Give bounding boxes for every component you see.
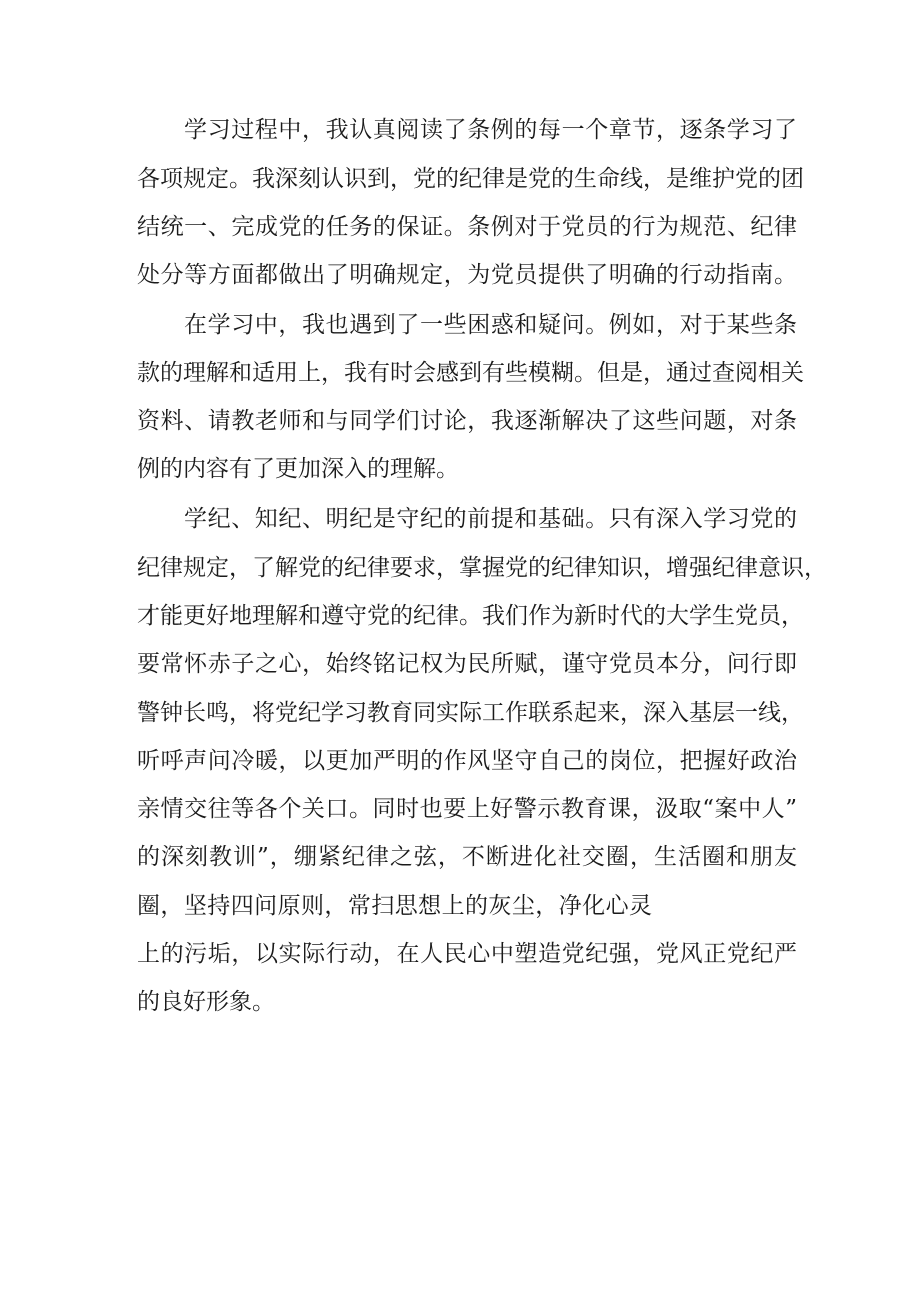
paragraph-1-line-3: 结统一、完成党的任务的保证。条例对于党员的行为规范、纪律 <box>137 214 797 240</box>
paragraph-2-line-2: 款的理解和适用上，我有时会感到有些模糊。但是，通过查阅相关 <box>137 360 804 386</box>
paragraph-1-line-4: 处分等方面都做出了明确规定，为党员提供了明确的行动指南。 <box>137 262 797 288</box>
paragraph-2-line-1: 在学习中，我也遇到了一些困惑和疑问。例如，对于某些条 <box>184 312 797 338</box>
paragraph-2-line-4: 例的内容有了更加深入的理解。 <box>137 456 459 482</box>
paragraph-3-line-1: 学纪、知纪、明纪是守纪的前提和基础。只有深入学习党的 <box>184 506 797 532</box>
paragraph-3-line-8: 的深刻教训”，绷紧纪律之弦，不断进化社交圈，生活圈和朋友 <box>137 844 797 870</box>
paragraph-3-line-3: 才能更好地理解和遵守党的纪律。我们作为新时代的大学生党员， <box>137 603 804 629</box>
paragraph-3-line-2: 纪律规定，了解党的纪律要求，掌握党的纪律知识，增强纪律意识， <box>137 555 827 581</box>
paragraph-2-line-3: 资料、请教老师和与同学们讨论，我逐渐解决了这些问题，对条 <box>137 408 797 434</box>
paragraph-3-line-5: 警钟长鸣，将党纪学习教育同实际工作联系起来，深入基层一线， <box>137 700 804 726</box>
paragraph-1-line-1: 学习过程中，我认真阅读了条例的每一个章节，逐条学习了 <box>184 117 797 143</box>
paragraph-1-line-2: 各项规定。我深刻认识到，党的纪律是党的生命线，是维护党的团 <box>137 166 804 192</box>
paragraph-3-line-10: 上的污垢，以实际行动，在人民心中塑造党纪强，党风正党纪严 <box>137 941 797 967</box>
paragraph-3-line-6: 听呼声问冷暖，以更加严明的作风坚守自己的岗位，把握好政治 <box>137 748 797 774</box>
paragraph-3-line-9: 圈，坚持四问原则，常扫思想上的灰尘，净化心灵 <box>137 893 652 919</box>
paragraph-3-line-7: 亲情交往等各个关口。同时也要上好警示教育课，汲取“案中人” <box>137 796 797 822</box>
paragraph-3-line-4: 要常怀赤子之心，始终铭记权为民所赋，谨守党员本分，问行即 <box>137 651 797 677</box>
paragraph-3-line-11: 的良好形象。 <box>137 989 275 1015</box>
